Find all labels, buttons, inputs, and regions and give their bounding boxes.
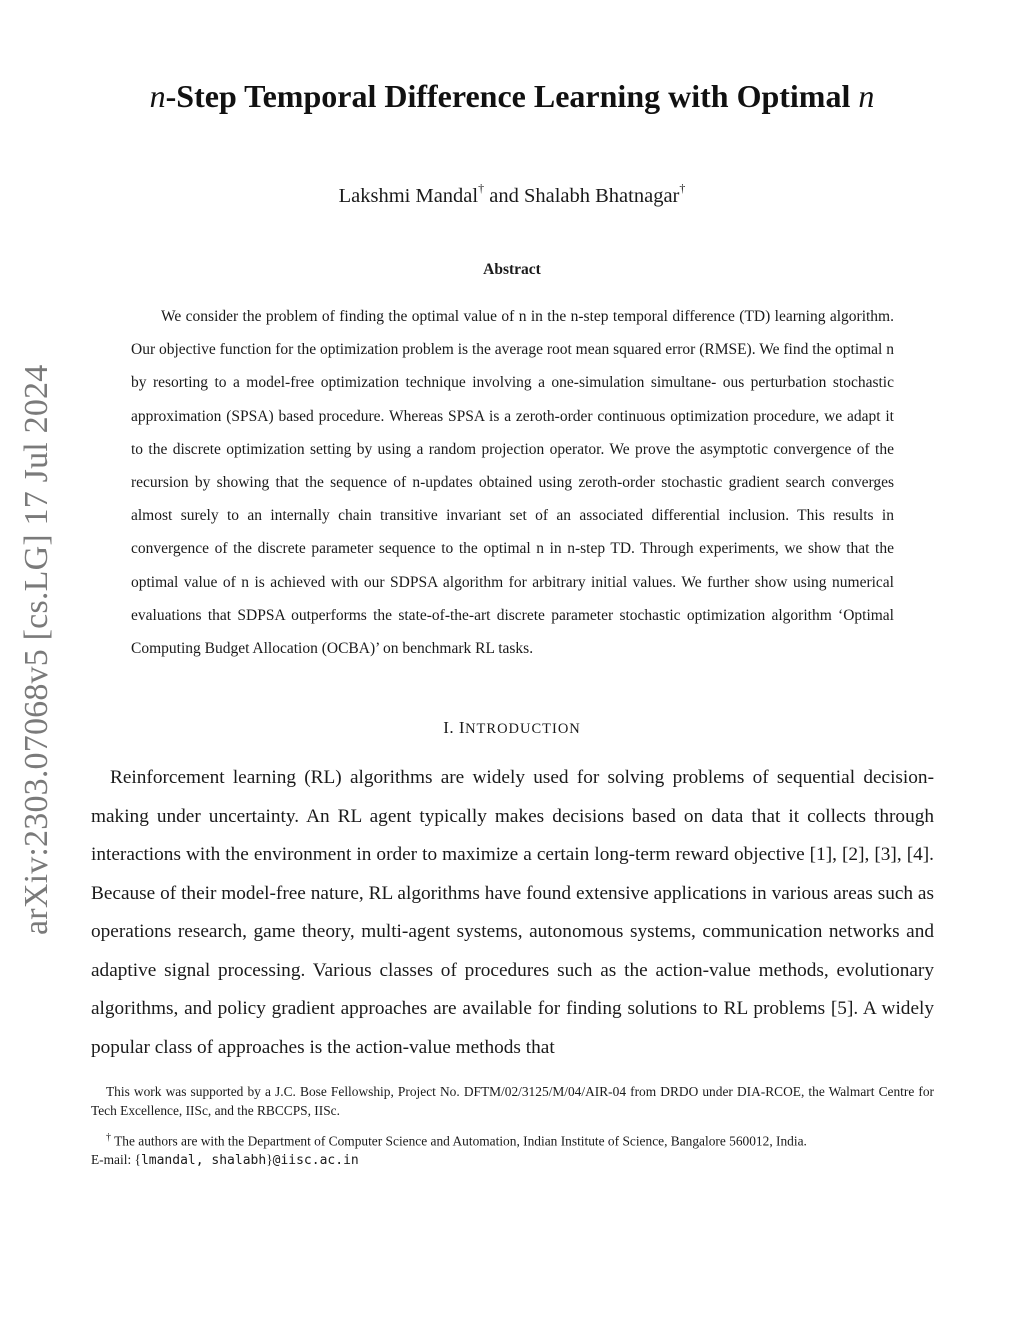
title-math-n: n bbox=[149, 78, 166, 114]
author-1: Lakshmi Mandal bbox=[338, 184, 479, 207]
paper-title bbox=[100, 74, 924, 118]
author-connector: and bbox=[484, 184, 524, 207]
email-brace-open: { bbox=[134, 1152, 141, 1168]
email-brace-close: } bbox=[266, 1152, 273, 1168]
section-heading-introduction bbox=[100, 718, 924, 738]
title-text: -Step Temporal Difference Learning with Optimal bbox=[165, 78, 859, 114]
arxiv-identifier: arXiv:2303.07068v5 [cs.LG] 17 Jul 2024 bbox=[18, 364, 55, 935]
author-1-mark: † bbox=[478, 181, 485, 195]
author-list bbox=[100, 176, 924, 210]
abstract-heading: Abstract bbox=[483, 261, 541, 278]
section-title-rest: NTRODUCTION bbox=[465, 721, 581, 737]
introduction-paragraph: Reinforcement learning (RL) algorithms are widely used for solving problems of sequential decision-making under uncertainty. An RL agent typically makes decisions based on data that it collects through interactions with the environment in order to maximize a certain long-term reward objective [1], [2], [3], [4]. Because of their model-free nature, RL algorithms have found extensive applications in various areas such as operations research, game theory, multi-agent systems, autonomous systems, communication networks and adaptive signal processing. Various classes of procedures such as the action-value methods, evolutionary algorithms, and policy gradient approaches are available for finding solutions to RL problems [5]. A widely popular class of approaches is the action-value methods that bbox=[91, 767, 934, 1058]
section-title-initial: I bbox=[458, 718, 466, 737]
funding-footnote: This work was supported by a J.C. Bose Fellowship, Project No. DFTM/02/3125/M/04/AIR-04 from DRDO under DIA-RCOE, the Walmart Centre for Tech Excellence, IISc, and the RBCCPS, IISc. bbox=[91, 1084, 934, 1118]
abstract-text: We consider the problem of finding the optimal value of n in the n-step temporal difference (TD) learning algorithm. Our objective function for the optimization problem is the average root mean squared error (RMSE). We find the optimal n by resorting to a model-free optimization technique involving a one-simulation simultane- ous perturbation stochastic approximation (SPSA) based procedure. Whereas SPSA is a zeroth-order continuous optimization procedure, we adapt it to the discrete optimization setting by using a random projection operator. We prove the asymptotic convergence of the recursion by showing that the sequence of n-updates obtained using zeroth-order stochastic gradient search converges almost surely to an internally chain transitive invariant set of an associated differential inclusion. This results in convergence of the discrete parameter sequence to the optimal n in n-step TD. Through experiments, we show that the optimal value of n is achieved with our SDPSA algorithm for arbitrary initial values. We further show using numerical evaluations that SDPSA outperforms the state-of-the-art discrete parameter stochastic optimization algorithm ‘Optimal Computing Budget Allocation (OCBA)’ on benchmark RL tasks. bbox=[131, 308, 894, 658]
title-math-n-suffix: n bbox=[858, 78, 875, 114]
author-2: Shalabh Bhatnagar bbox=[523, 184, 680, 207]
affiliation-mark: † bbox=[106, 1132, 111, 1143]
email-label: E-mail: bbox=[91, 1152, 135, 1168]
author-2-mark: † bbox=[679, 181, 686, 195]
footnotes bbox=[91, 1082, 934, 1178]
email-users[interactable]: lmandal, shalabh bbox=[140, 1153, 267, 1169]
email-domain[interactable]: @iisc.ac.in bbox=[272, 1153, 359, 1169]
affiliation-footnote bbox=[91, 1128, 934, 1170]
section-number: I. bbox=[443, 718, 455, 737]
affiliation-text: The authors are with the Department of Computer Science and Automation, Indian Institute of Science, Bangalore 560012, India. bbox=[111, 1133, 807, 1149]
